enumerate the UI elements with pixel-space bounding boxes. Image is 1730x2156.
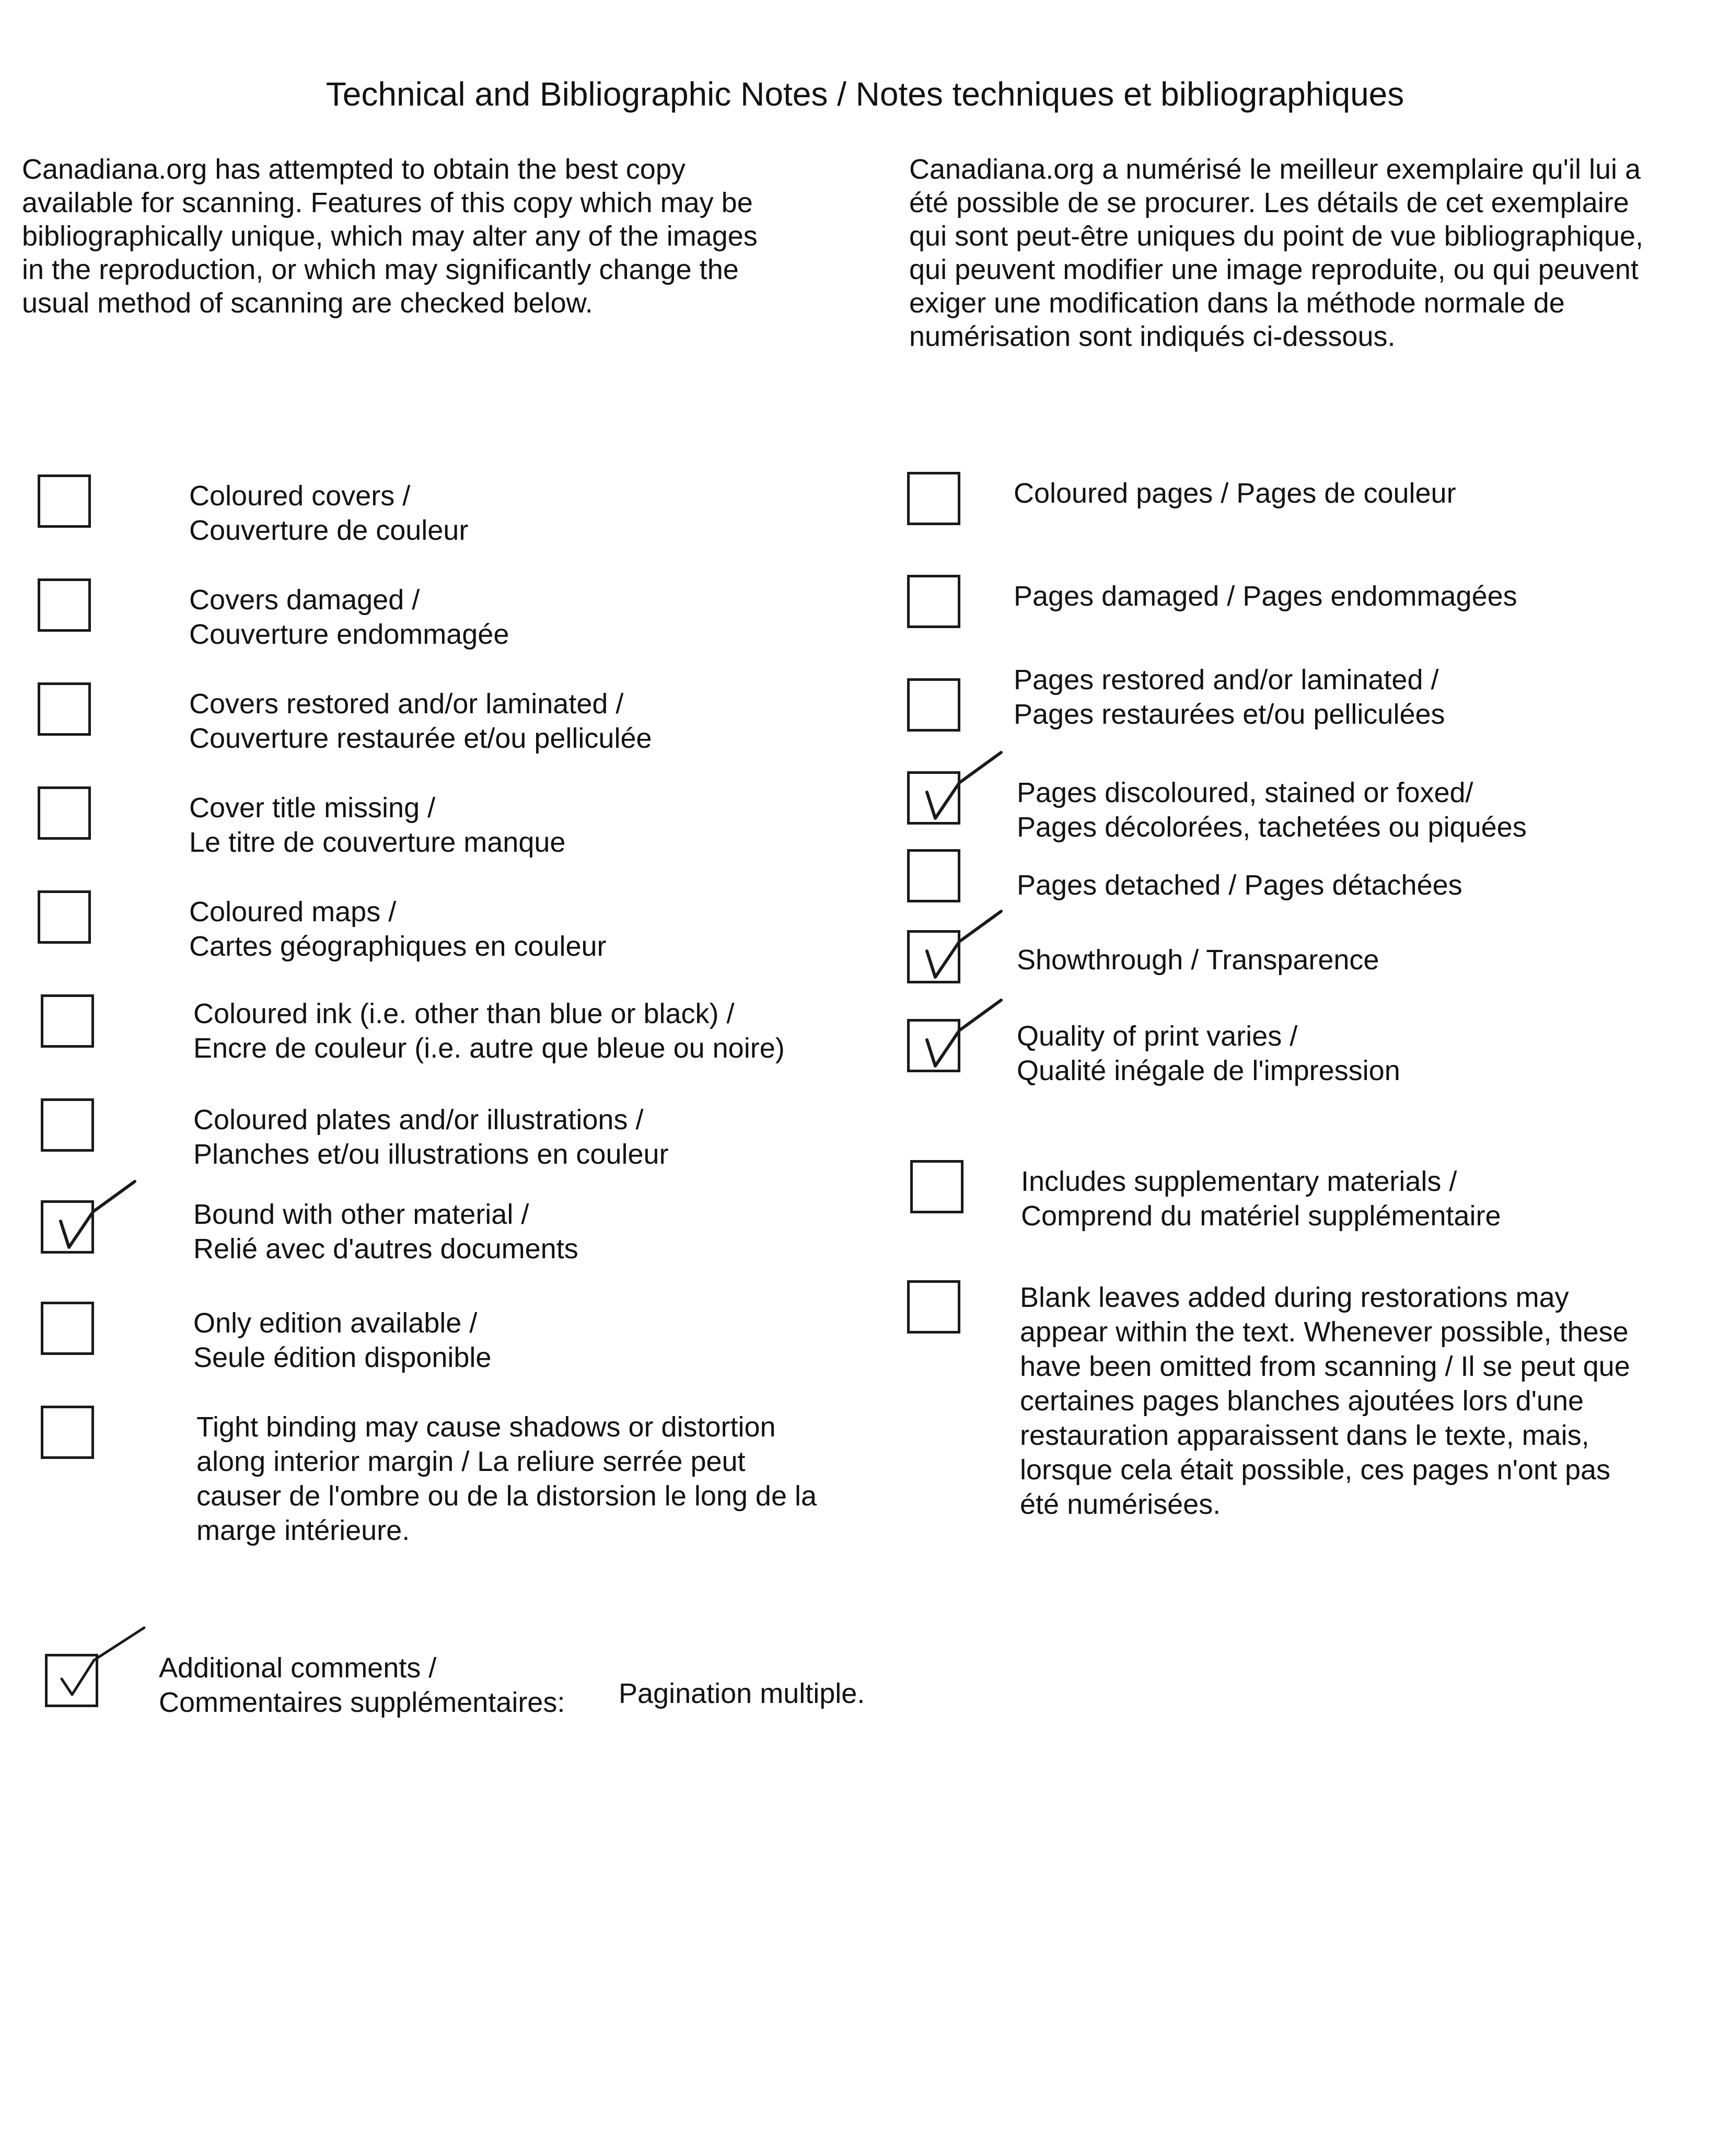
label-line: Pages discoloured, stained or foxed/ [1017, 777, 1473, 808]
left-item-cover-title-missing-checkbox[interactable] [38, 786, 91, 840]
label-line: Coloured ink (i.e. other than blue or black) / [193, 998, 735, 1029]
label-line: Cover title missing / [189, 792, 436, 824]
right-item-coloured-pages-pages-de-couleur-checkbox[interactable] [907, 472, 960, 525]
left-item-coloured-maps-label [189, 895, 607, 964]
label-line: Pages décolorées, tachetées ou piquées [1017, 812, 1527, 843]
label-line: Encre de couleur (i.e. autre que bleue ou noire) [193, 1033, 785, 1064]
right-item-coloured-pages-pages-de-couleur-label [1014, 476, 1456, 511]
additional-comments-label [159, 1651, 565, 1720]
intro-french-line: exiger une modification dans la méthode normale de [909, 287, 1565, 319]
label-line: Coloured pages / Pages de couleur [1014, 478, 1456, 509]
left-item-tight-binding-may-cause-shadows-or-disto-label [196, 1410, 817, 1548]
label-line: Couverture restaurée et/ou pelliculée [189, 723, 652, 754]
left-item-coloured-covers-label [189, 479, 468, 548]
left-item-cover-title-missing-label [189, 791, 565, 860]
left-item-only-edition-available-label [193, 1306, 491, 1375]
intro-english-line: Canadiana.org has attempted to obtain the best copy [22, 154, 686, 185]
left-item-tight-binding-may-cause-shadows-or-disto-checkbox[interactable] [41, 1406, 94, 1459]
label-line: Covers damaged / [189, 584, 420, 616]
label-line: Bound with other material / [193, 1199, 529, 1230]
label-line: along interior margin / La reliure serrée peut [196, 1446, 746, 1477]
intro-french-line: Canadiana.org a numérisé le meilleur exemplaire qu'il lui a [909, 154, 1641, 185]
left-item-covers-restored-and-or-laminated-label [189, 687, 652, 756]
intro-french-line: qui sont peut-être uniques du point de vue bibliographique, [909, 221, 1644, 252]
left-item-coloured-ink-i-e-other-than-blue-or-blac-label [193, 996, 785, 1065]
right-item-quality-of-print-varies-label [1017, 1019, 1400, 1088]
right-item-includes-supplementary-materials-label [1021, 1164, 1501, 1233]
right-item-blank-leaves-added-during-restorations-m-checkbox[interactable] [907, 1280, 960, 1334]
label-line: été numérisées. [1020, 1489, 1221, 1520]
label-line: Quality of print varies / [1017, 1021, 1298, 1052]
label-line: Cartes géographiques en couleur [189, 931, 607, 962]
left-item-coloured-ink-i-e-other-than-blue-or-blac-checkbox[interactable] [41, 994, 94, 1048]
label-line: Coloured covers / [189, 480, 411, 512]
intro-english-line: in the reproduction, or which may significantly change the [22, 254, 739, 285]
checkmark-icon [36, 1164, 150, 1263]
left-item-covers-damaged-checkbox[interactable] [38, 578, 91, 632]
checkmark-icon [40, 1617, 155, 1717]
intro-french-line: qui peuvent modifier une image reproduite, ou qui peuvent [909, 254, 1639, 285]
label-line: have been omitted from scanning / Il se peut que [1020, 1351, 1630, 1382]
intro-french-line: numérisation sont indiqués ci-dessous. [909, 321, 1396, 352]
label-line: Couverture de couleur [189, 515, 469, 546]
intro-english-line: bibliographically unique, which may alter any of the images [22, 221, 758, 252]
label-line: restauration apparaissent dans le texte, mais, [1020, 1420, 1589, 1451]
additional-comments-value: Pagination multiple. [619, 1678, 865, 1709]
right-item-showthrough-transparence-label [1017, 943, 1379, 977]
checkmark-icon [902, 894, 1017, 993]
label-line: Pages restored and/or laminated / [1014, 664, 1439, 696]
additional-comments-label-line: Commentaires supplémentaires: [159, 1687, 565, 1718]
left-item-coloured-covers-checkbox[interactable] [38, 474, 91, 528]
checkmark-icon [902, 735, 1017, 834]
intro-english-line: usual method of scanning are checked below. [22, 287, 593, 319]
left-item-coloured-plates-and-or-illustrations-checkbox[interactable] [41, 1098, 94, 1152]
label-line: certaines pages blanches ajoutées lors d'une [1020, 1385, 1584, 1417]
label-line: Showthrough / Transparence [1017, 944, 1379, 976]
label-line: Comprend du matériel supplémentaire [1021, 1200, 1501, 1232]
label-line: Only edition available / [193, 1307, 478, 1339]
left-item-coloured-plates-and-or-illustrations-label [193, 1103, 669, 1172]
label-line: Seule édition disponible [193, 1342, 492, 1373]
label-line: Pages damaged / Pages endommagées [1014, 581, 1517, 612]
label-line: Planches et/ou illustrations en couleur [193, 1139, 669, 1170]
label-line: appear within the text. Whenever possible, these [1020, 1316, 1629, 1348]
left-item-only-edition-available-checkbox[interactable] [41, 1302, 94, 1355]
intro-french-line: été possible de se procurer. Les détails de cet exemplaire [909, 187, 1629, 218]
label-line: Le titre de couverture manque [189, 827, 566, 858]
label-line: Relié avec d'autres documents [193, 1233, 578, 1265]
label-line: Couverture endommagée [189, 619, 509, 650]
intro-english-line: available for scanning. Features of this copy which may be [22, 187, 753, 218]
left-item-bound-with-other-material-label [193, 1197, 578, 1266]
label-line: Tight binding may cause shadows or distortion [196, 1411, 776, 1443]
right-item-pages-damaged-pages-endommag-es-label [1014, 579, 1517, 613]
right-item-blank-leaves-added-during-restorations-m-label [1020, 1280, 1630, 1522]
intro-english [22, 153, 758, 320]
left-item-coloured-maps-checkbox[interactable] [38, 890, 91, 944]
label-line: Pages detached / Pages détachées [1017, 870, 1462, 901]
checkmark-icon [902, 982, 1017, 1082]
page-title: Technical and Bibliographic Notes / Notes techniques et bibliographiques [326, 75, 1404, 113]
additional-comments-label-line: Additional comments / [159, 1652, 437, 1684]
right-item-pages-discoloured-stained-or-foxed-label [1017, 775, 1527, 844]
label-line: Covers restored and/or laminated / [189, 688, 624, 720]
label-line: Includes supplementary materials / [1021, 1166, 1457, 1197]
label-line: Qualité inégale de l'impression [1017, 1055, 1400, 1086]
right-item-includes-supplementary-materials-checkbox[interactable] [910, 1160, 963, 1213]
label-line: marge intérieure. [196, 1515, 410, 1546]
left-item-covers-damaged-label [189, 583, 509, 652]
right-item-pages-restored-and-or-laminated-checkbox[interactable] [907, 678, 960, 732]
label-line: causer de l'ombre ou de la distorsion le long de la [196, 1480, 817, 1512]
label-line: lorsque cela était possible, ces pages n'ont pas [1020, 1454, 1611, 1486]
intro-french [909, 153, 1643, 353]
left-item-covers-restored-and-or-laminated-checkbox[interactable] [38, 682, 91, 736]
label-line: Coloured plates and/or illustrations / [193, 1104, 644, 1135]
label-line: Pages restaurées et/ou pelliculées [1014, 699, 1445, 730]
label-line: Coloured maps / [189, 896, 397, 928]
right-item-pages-damaged-pages-endommag-es-checkbox[interactable] [907, 575, 960, 628]
label-line: Blank leaves added during restorations may [1020, 1282, 1569, 1313]
right-item-pages-restored-and-or-laminated-label [1014, 663, 1445, 732]
right-item-pages-detached-pages-d-tach-es-label [1017, 868, 1462, 902]
